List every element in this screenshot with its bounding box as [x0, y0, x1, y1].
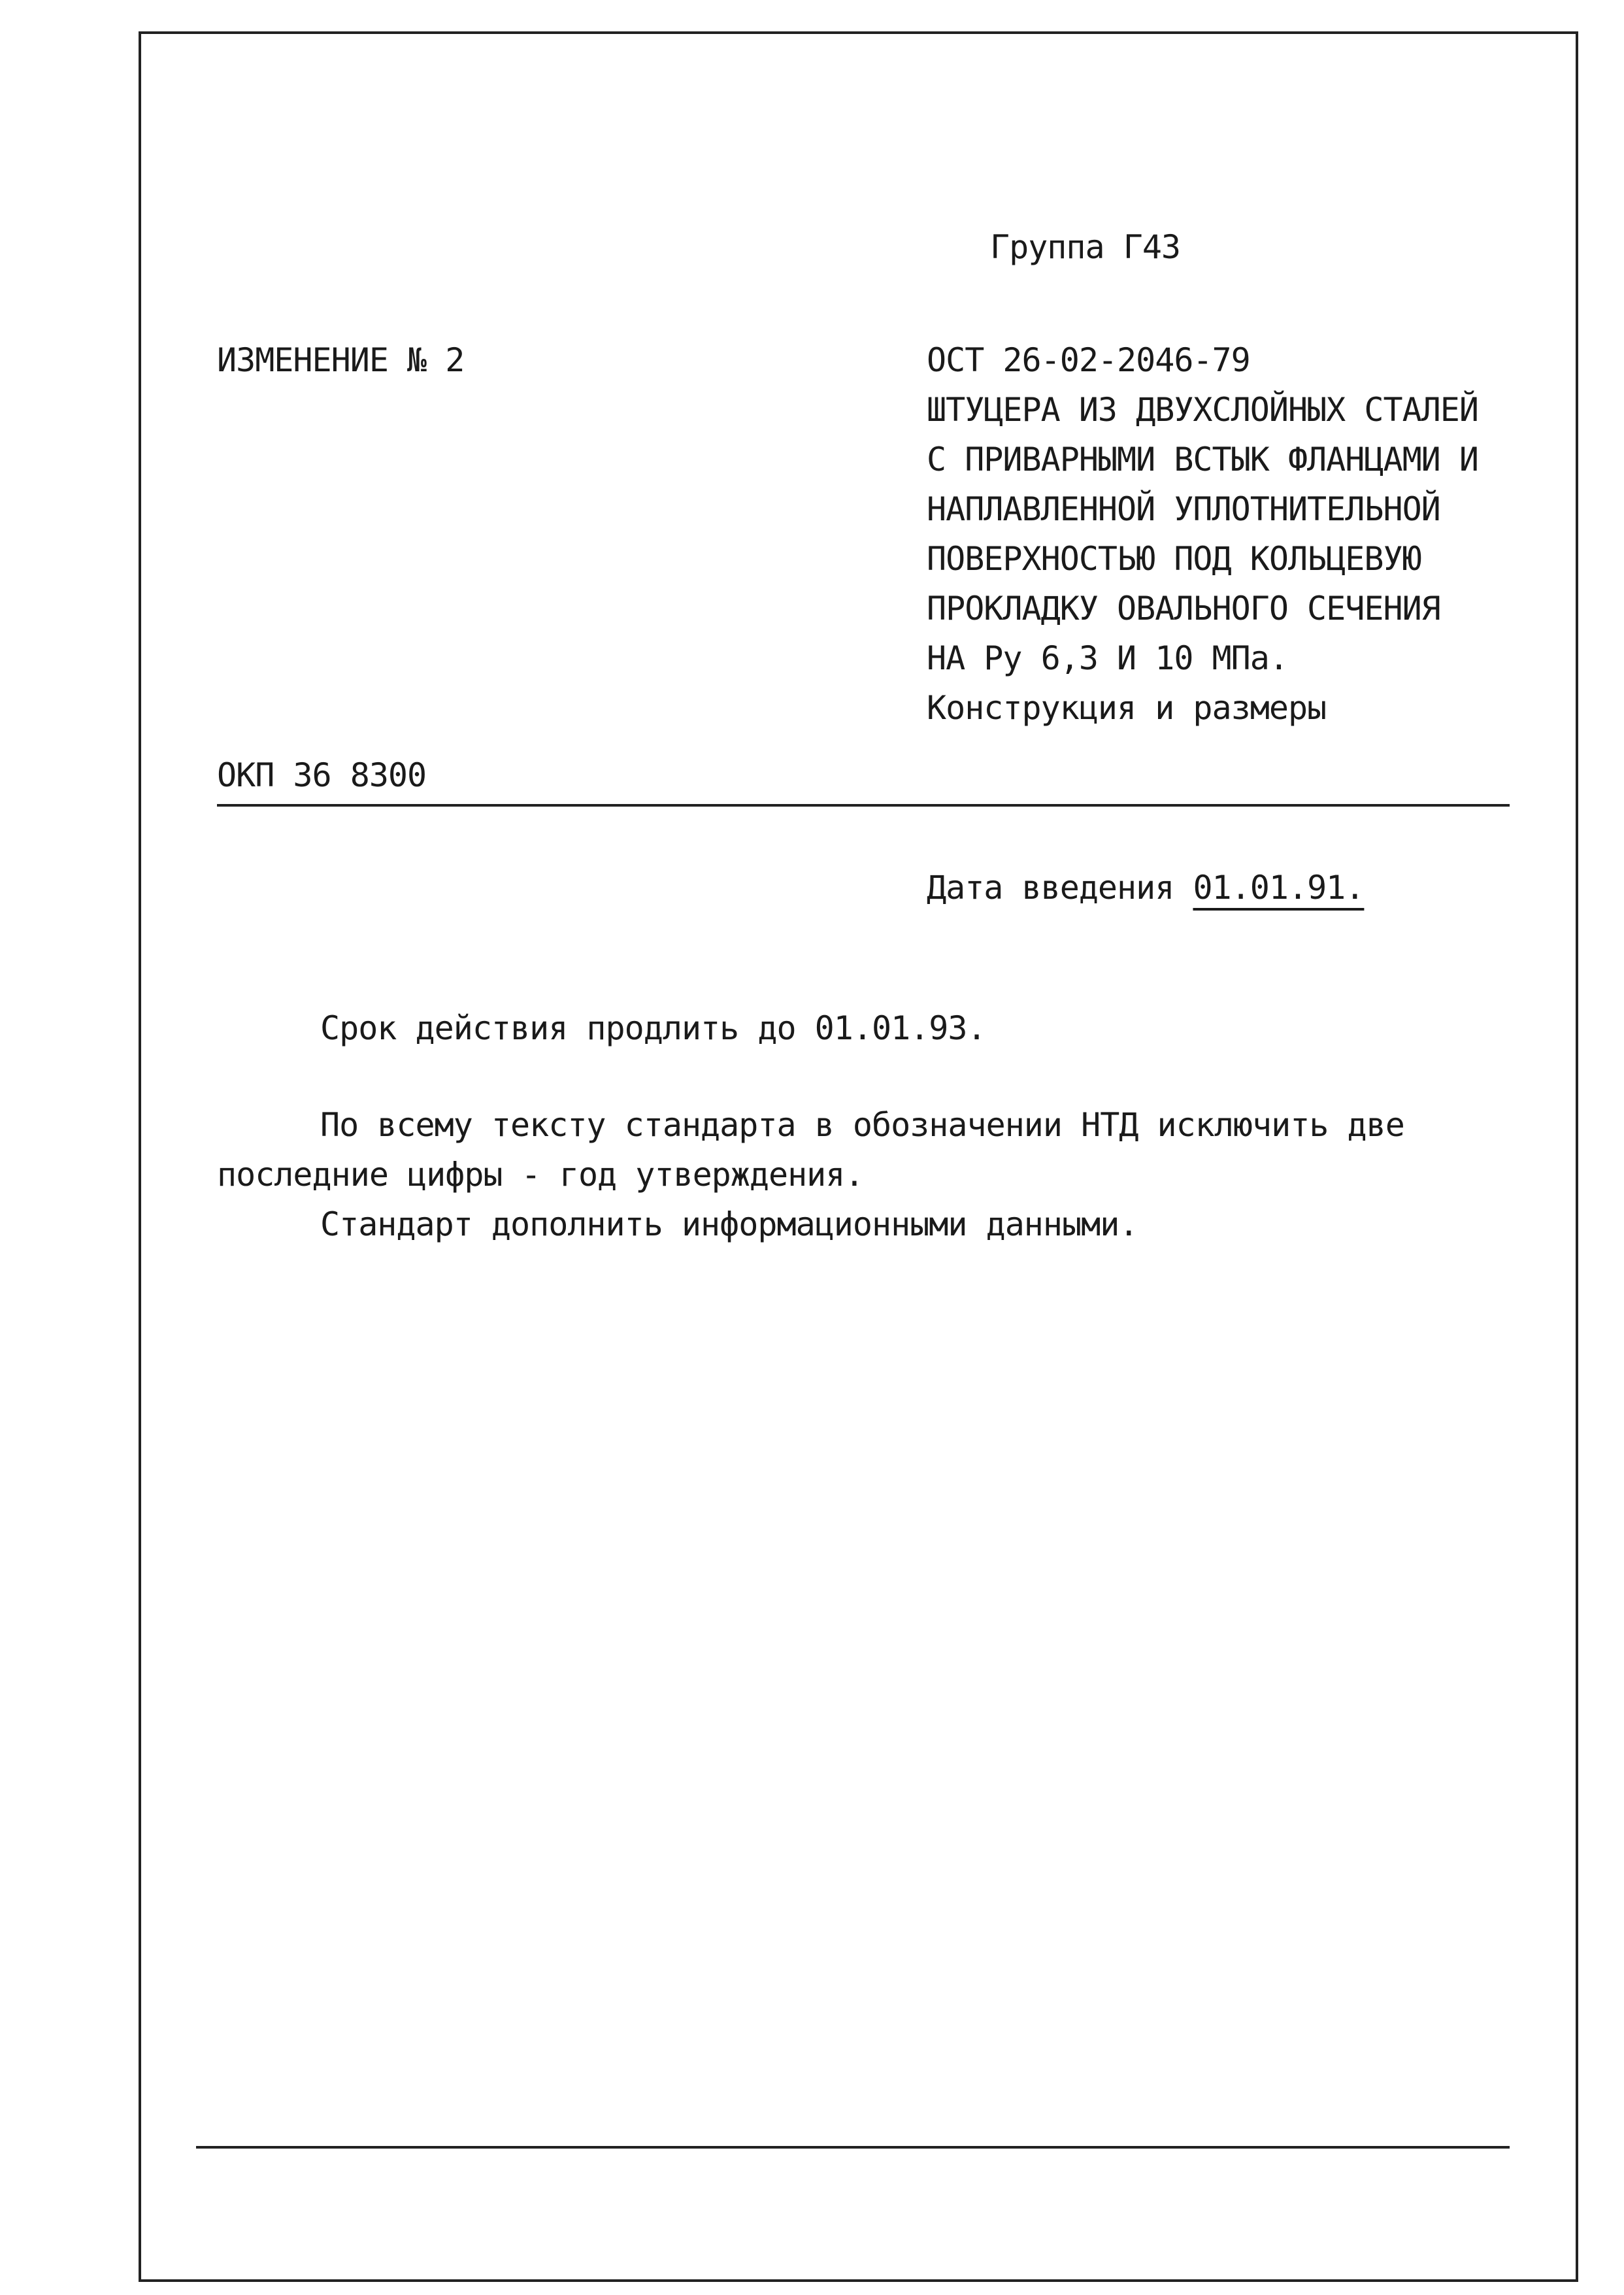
introduction-date-label: Дата введения	[927, 869, 1174, 907]
paragraph-validity: Срок действия продлить до 01.01.93.	[320, 1009, 986, 1047]
okp-code: ОКП 36 8300	[217, 756, 427, 794]
change-number-label: ИЗМЕНЕНИЕ № 2	[217, 341, 465, 379]
standard-title-line: Конструкция и размеры	[927, 689, 1327, 727]
paragraph-designation-line2: последние цифры - год утверждения.	[217, 1156, 864, 1194]
amendment-body	[217, 1003, 1517, 1249]
standard-title-line: НА Ру 6,3 И 10 МПа.	[927, 639, 1288, 677]
standard-code: ОСТ 26-02-2046-79	[927, 341, 1250, 379]
footer-divider	[196, 2146, 1510, 2149]
header-divider	[217, 804, 1510, 807]
standard-title-line: ШТУЦЕРА ИЗ ДВУХСЛОЙНЫХ СТАЛЕЙ	[927, 391, 1478, 429]
standard-block	[927, 335, 1478, 733]
paragraph-designation-line1: По всему тексту стандарта в обозначении НТД исключить две	[320, 1106, 1404, 1144]
standard-title-line: ПРОКЛАДКУ ОВАЛЬНОГО СЕЧЕНИЯ	[927, 590, 1440, 628]
standard-title-line: НАПЛАВЛЕННОЙ УПЛОТНИТЕЛЬНОЙ	[927, 490, 1440, 528]
paragraph-information-data: Стандарт дополнить информационными данными.	[320, 1205, 1138, 1243]
standard-title-line: С ПРИВАРНЫМИ ВСТЫК ФЛАНЦАМИ И	[927, 441, 1478, 478]
introduction-date-value: 01.01.91.	[1193, 869, 1365, 907]
group-code: Группа Г43	[990, 228, 1181, 266]
introduction-date	[927, 863, 1364, 913]
standard-title-line: ПОВЕРХНОСТЬЮ ПОД КОЛЬЦЕВУЮ	[927, 540, 1421, 578]
